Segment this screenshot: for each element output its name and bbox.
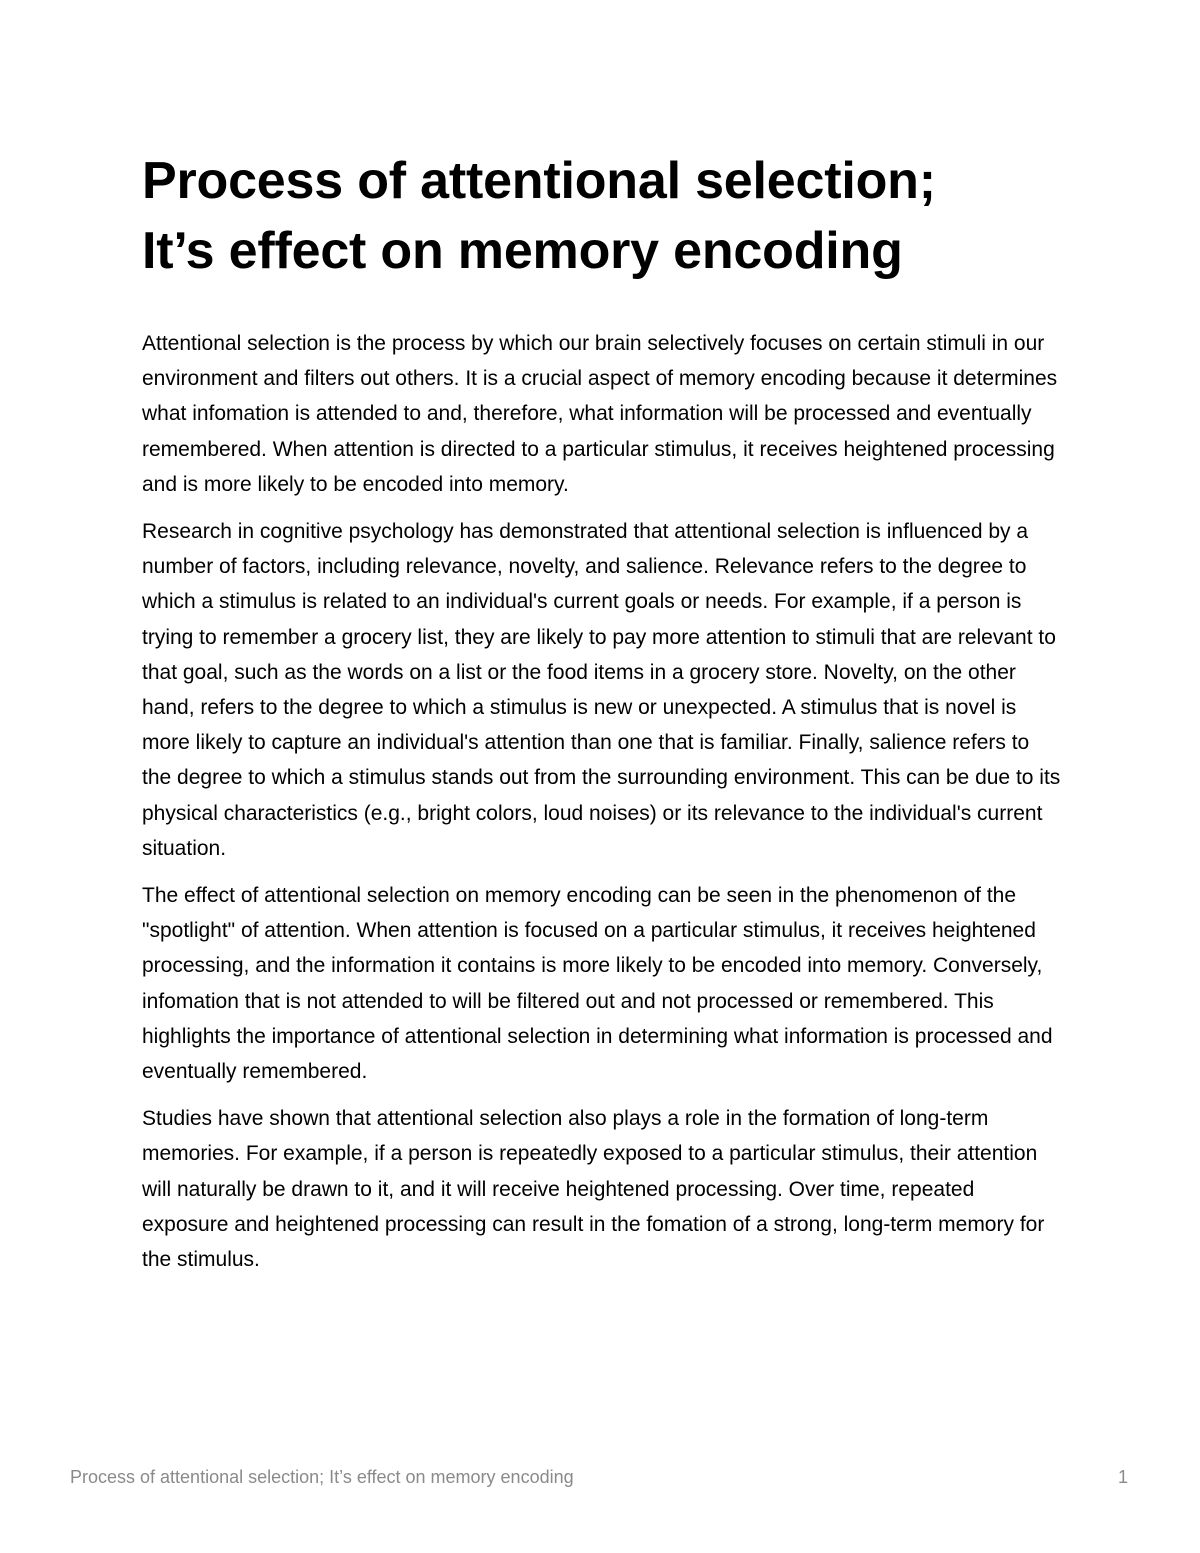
- paragraph-1: Attentional selection is the process by which our brain selectively focuses on certain stimuli in our environment and filters out others. It is a crucial aspect of memory encoding because it determines what infomation is attended to and, therefore, what information will be processed and eventually remembered. When attention is directed to a particular stimulus, it receives heightened processing and is more likely to be encoded into memory.: [142, 332, 1058, 496]
- page-title: [142, 146, 1082, 286]
- footer-page-number: 1: [1117, 1467, 1128, 1487]
- paragraph-2: Research in cognitive psychology has demonstrated that attentional selection is influenced by a number of factors, including relevance, novelty, and salience. Relevance refers to the degree to which a stimulus is related to an individual's current goals or needs. For example, if a person is trying to remember a grocery list, they are likely to pay more attention to stimuli that are relevant to that goal, such as the words on a list or the food items in a grocery store. Novelty, on the other hand, refers to the degree to which a stimulus is new or unexpected. A stimulus that is novel is more likely to capture an individual's attention than one that is familiar. Finally, salience refers to the degree to which a stimulus stands out from the surrounding environment. This can be due to its physical characteristics (e.g., bright colors, loud noises) or its relevance to the individual's current situation.: [142, 520, 1061, 860]
- page-title-line-1: Process of attentional selection;: [142, 152, 936, 210]
- footer-running-title: Process of attentional selection; It’s effect on memory encoding: [70, 1467, 574, 1487]
- document-body: [142, 326, 1062, 1289]
- page-title-line-2: It’s effect on memory encoding: [142, 222, 903, 280]
- paragraph-4: Studies have shown that attentional selection also plays a role in the formation of long-term memories. For example, if a person is repeatedly exposed to a particular stimulus, their attention will naturally be drawn to it, and it will receive heightened processing. Over time, repeated exposure and heightened processing can result in the fomation of a strong, long-term memory for the stimulus.: [142, 1107, 1045, 1272]
- paragraph-3: The effect of attentional selection on memory encoding can be seen in the phenomenon of the "spotlight" of attention. When attention is focused on a particular stimulus, it receives heightened processing, and the information it contains is more likely to be encoded into memory. Conversely, infomation that is not attended to will be filtered out and not processed or remembered. This highlights the importance of attentional selection in determining what information is processed and eventually remembered.: [142, 884, 1053, 1084]
